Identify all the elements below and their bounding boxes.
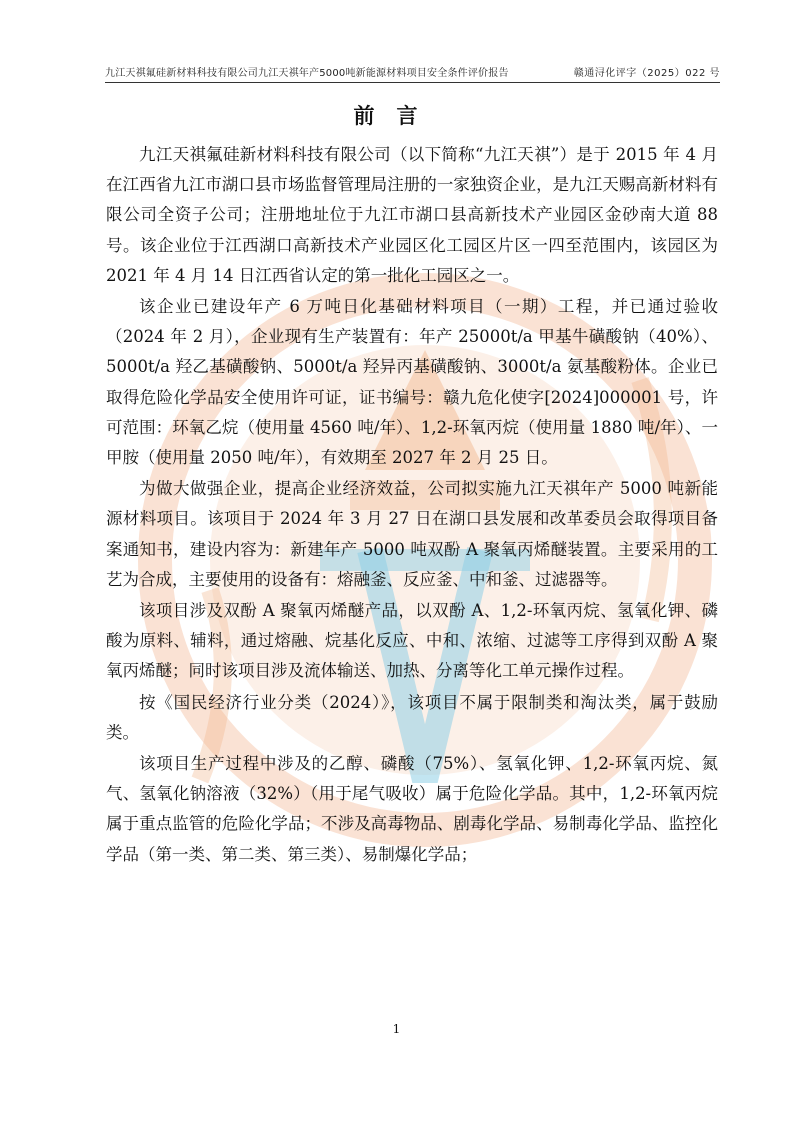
body-text bbox=[106, 140, 718, 871]
paragraph: 该项目生产过程中涉及的乙醇、磷酸（75%）、氢氧化钾、1,2-环氧丙烷、氮气、氢氧化钠溶液（32%）（用于尾气吸收）属于危险化学品。其中，1,2-环氧丙烷属于重点监管的危险化学品；不涉及高毒物品、剧毒化学品、易制毒化学品、监控化学品（第一类、第二类、第三类）、易制爆化学品； bbox=[106, 754, 718, 864]
header-report-code: 赣通浔化评字（2025）022 号 bbox=[573, 68, 720, 79]
page-number: 1 bbox=[392, 1022, 401, 1036]
paragraph: 该项目涉及双酚 A 聚氧丙烯醚产品，以双酚 A、1,2-环氧丙烷、氢氧化钾、磷酸为原料、辅料，通过熔融、烷基化反应、中和、浓缩、过滤等工序得到双酚 A 聚氧丙烯醚；同时该项目涉及流体输送、加热、分离等化工单元操作过程。 bbox=[106, 601, 718, 681]
paragraph: 九江天祺氟硅新材料科技有限公司（以下简称“九江天祺”）是于 2015 年 4 月在江西省九江市湖口县市场监督管理局注册的一家独资企业，是九江天赐高新材料有限公司全资子公司；注册地址位于九江市湖口县高新技术产业园区金砂南大道 88 号。该企业位于江西湖口高新技术产业园区化工园区片区一四至范围内，该园区为 2021 年 4 月 14 日江西省认定的第一批化工园区之一。 bbox=[106, 145, 718, 285]
paragraph: 按《国民经济行业分类（2024）》，该项目不属于限制类和淘汰类，属于鼓励类。 bbox=[106, 692, 718, 742]
page-title: 前言 bbox=[353, 104, 440, 128]
running-header bbox=[105, 64, 720, 83]
paragraph: 为做大做强企业，提高企业经济效益，公司拟实施九江天祺年产 5000 吨新能源材料项目。该项目于 2024 年 3 月 27 日在湖口县发展和改革委员会取得项目备案通知书，建设内容为：新建年产 5000 吨双酚 A 聚氧丙烯醚装置。主要采用的工艺为合成，主要使用的设备有：熔融釜、反应釜、中和釜、过滤器等。 bbox=[106, 479, 718, 589]
header-report-name: 九江天祺氟硅新材料科技有限公司九江天祺年产5000吨新能源材料项目安全条件评价报告 bbox=[105, 68, 509, 79]
paragraph: 该企业已建设年产 6 万吨日化基础材料项目（一期）工程，并已通过验收（2024 年 2 月），企业现有生产装置有：年产 25000t/a 甲基牛磺酸钠（40%）、5000t/a 羟乙基磺酸钠、5000t/a 羟异丙基磺酸钠、3000t/a 氨基酸粉体。企业已取得危险化学品安全使用许可证，证书编号：赣九危化使字[2024]000001 号，许可范围：环氧乙烷（使用量 4560 吨/年）、1,2-环氧丙烷（使用量 1880 吨/年）、一甲胺（使用量 2050 吨/年），有效期至 2027 年 2 月 25 日。 bbox=[106, 297, 718, 468]
